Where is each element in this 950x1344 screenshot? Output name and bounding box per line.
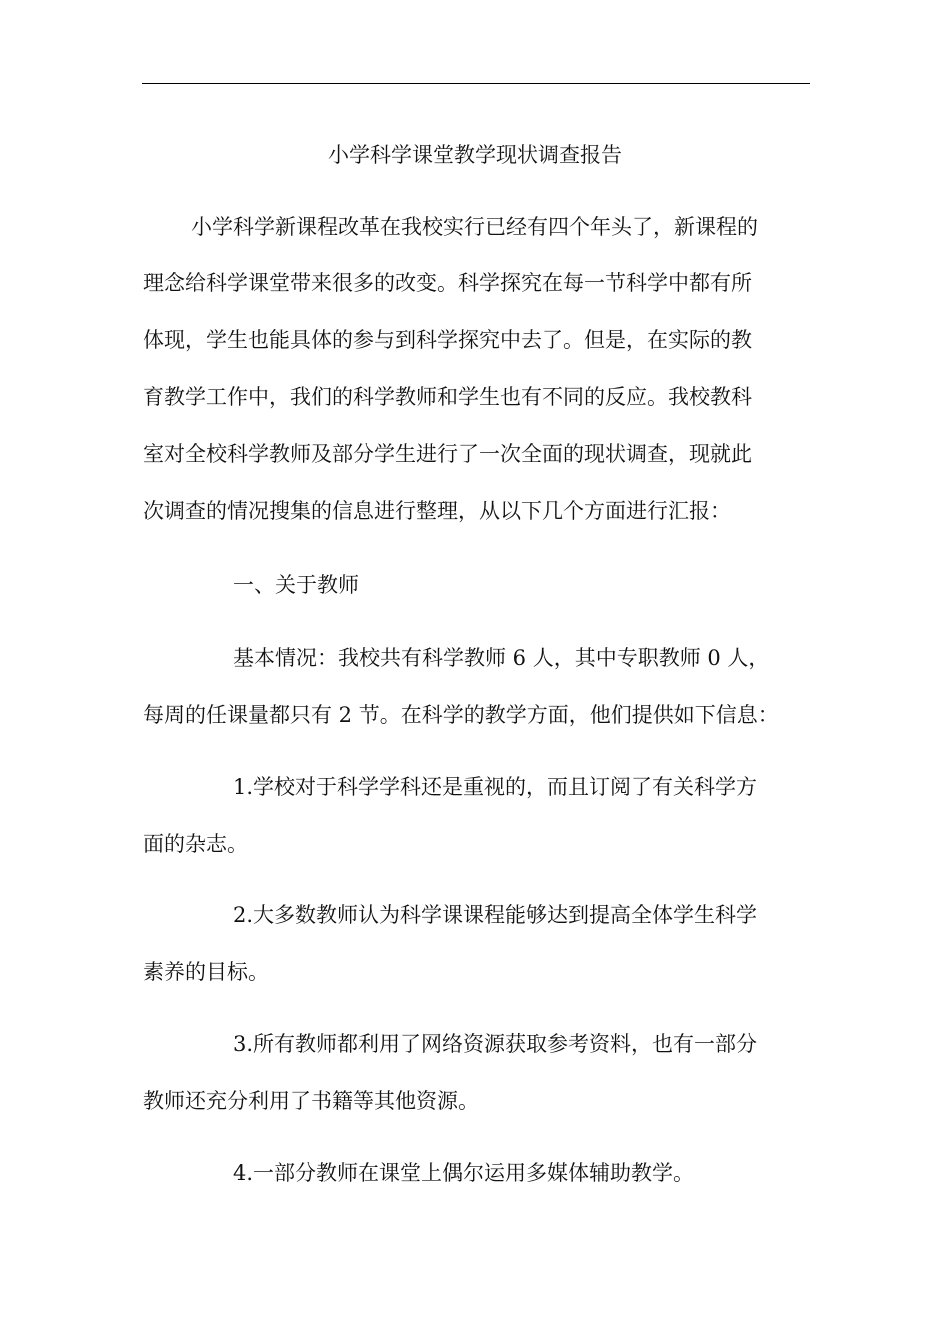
list-item-line: 2.大多数教师认为科学课课程能够达到提高全体学生科学: [233, 903, 758, 927]
list-item-line: 教师还充分利用了书籍等其他资源。: [143, 1089, 479, 1113]
body-line: 育教学工作中，我们的科学教师和学生也有不同的反应。我校教科: [143, 385, 752, 409]
document-title: 小学科学课堂教学现状调查报告: [328, 143, 622, 167]
body-line: 次调查的情况搜集的信息进行整理，从以下几个方面进行汇报：: [143, 499, 731, 523]
list-item-line: 面的杂志。: [143, 832, 248, 856]
body-line: 每周的任课量都只有 2 节。在科学的教学方面，他们提供如下信息：: [143, 703, 779, 727]
list-item-line: 素养的目标。: [143, 960, 269, 984]
body-line: 基本情况：我校共有科学教师 6 人，其中专职教师 0 人，: [233, 646, 770, 670]
list-item-line: 4.一部分教师在课堂上偶尔运用多媒体辅助教学。: [233, 1161, 695, 1185]
list-item-line: 1.学校对于科学学科还是重视的，而且订阅了有关科学方: [233, 775, 758, 799]
section-heading: 一、关于教师: [233, 573, 359, 597]
list-item-line: 3.所有教师都利用了网络资源获取参考资料，也有一部分: [233, 1032, 758, 1056]
header-rule: [142, 83, 810, 84]
body-line: 体现，学生也能具体的参与到科学探究中去了。但是，在实际的教: [143, 328, 752, 352]
body-line: 室对全校科学教师及部分学生进行了一次全面的现状调查，现就此: [143, 442, 752, 466]
body-line: 理念给科学课堂带来很多的改变。科学探究在每一节科学中都有所: [143, 271, 752, 295]
body-line: 小学科学新课程改革在我校实行已经有四个年头了，新课程的: [191, 215, 758, 239]
